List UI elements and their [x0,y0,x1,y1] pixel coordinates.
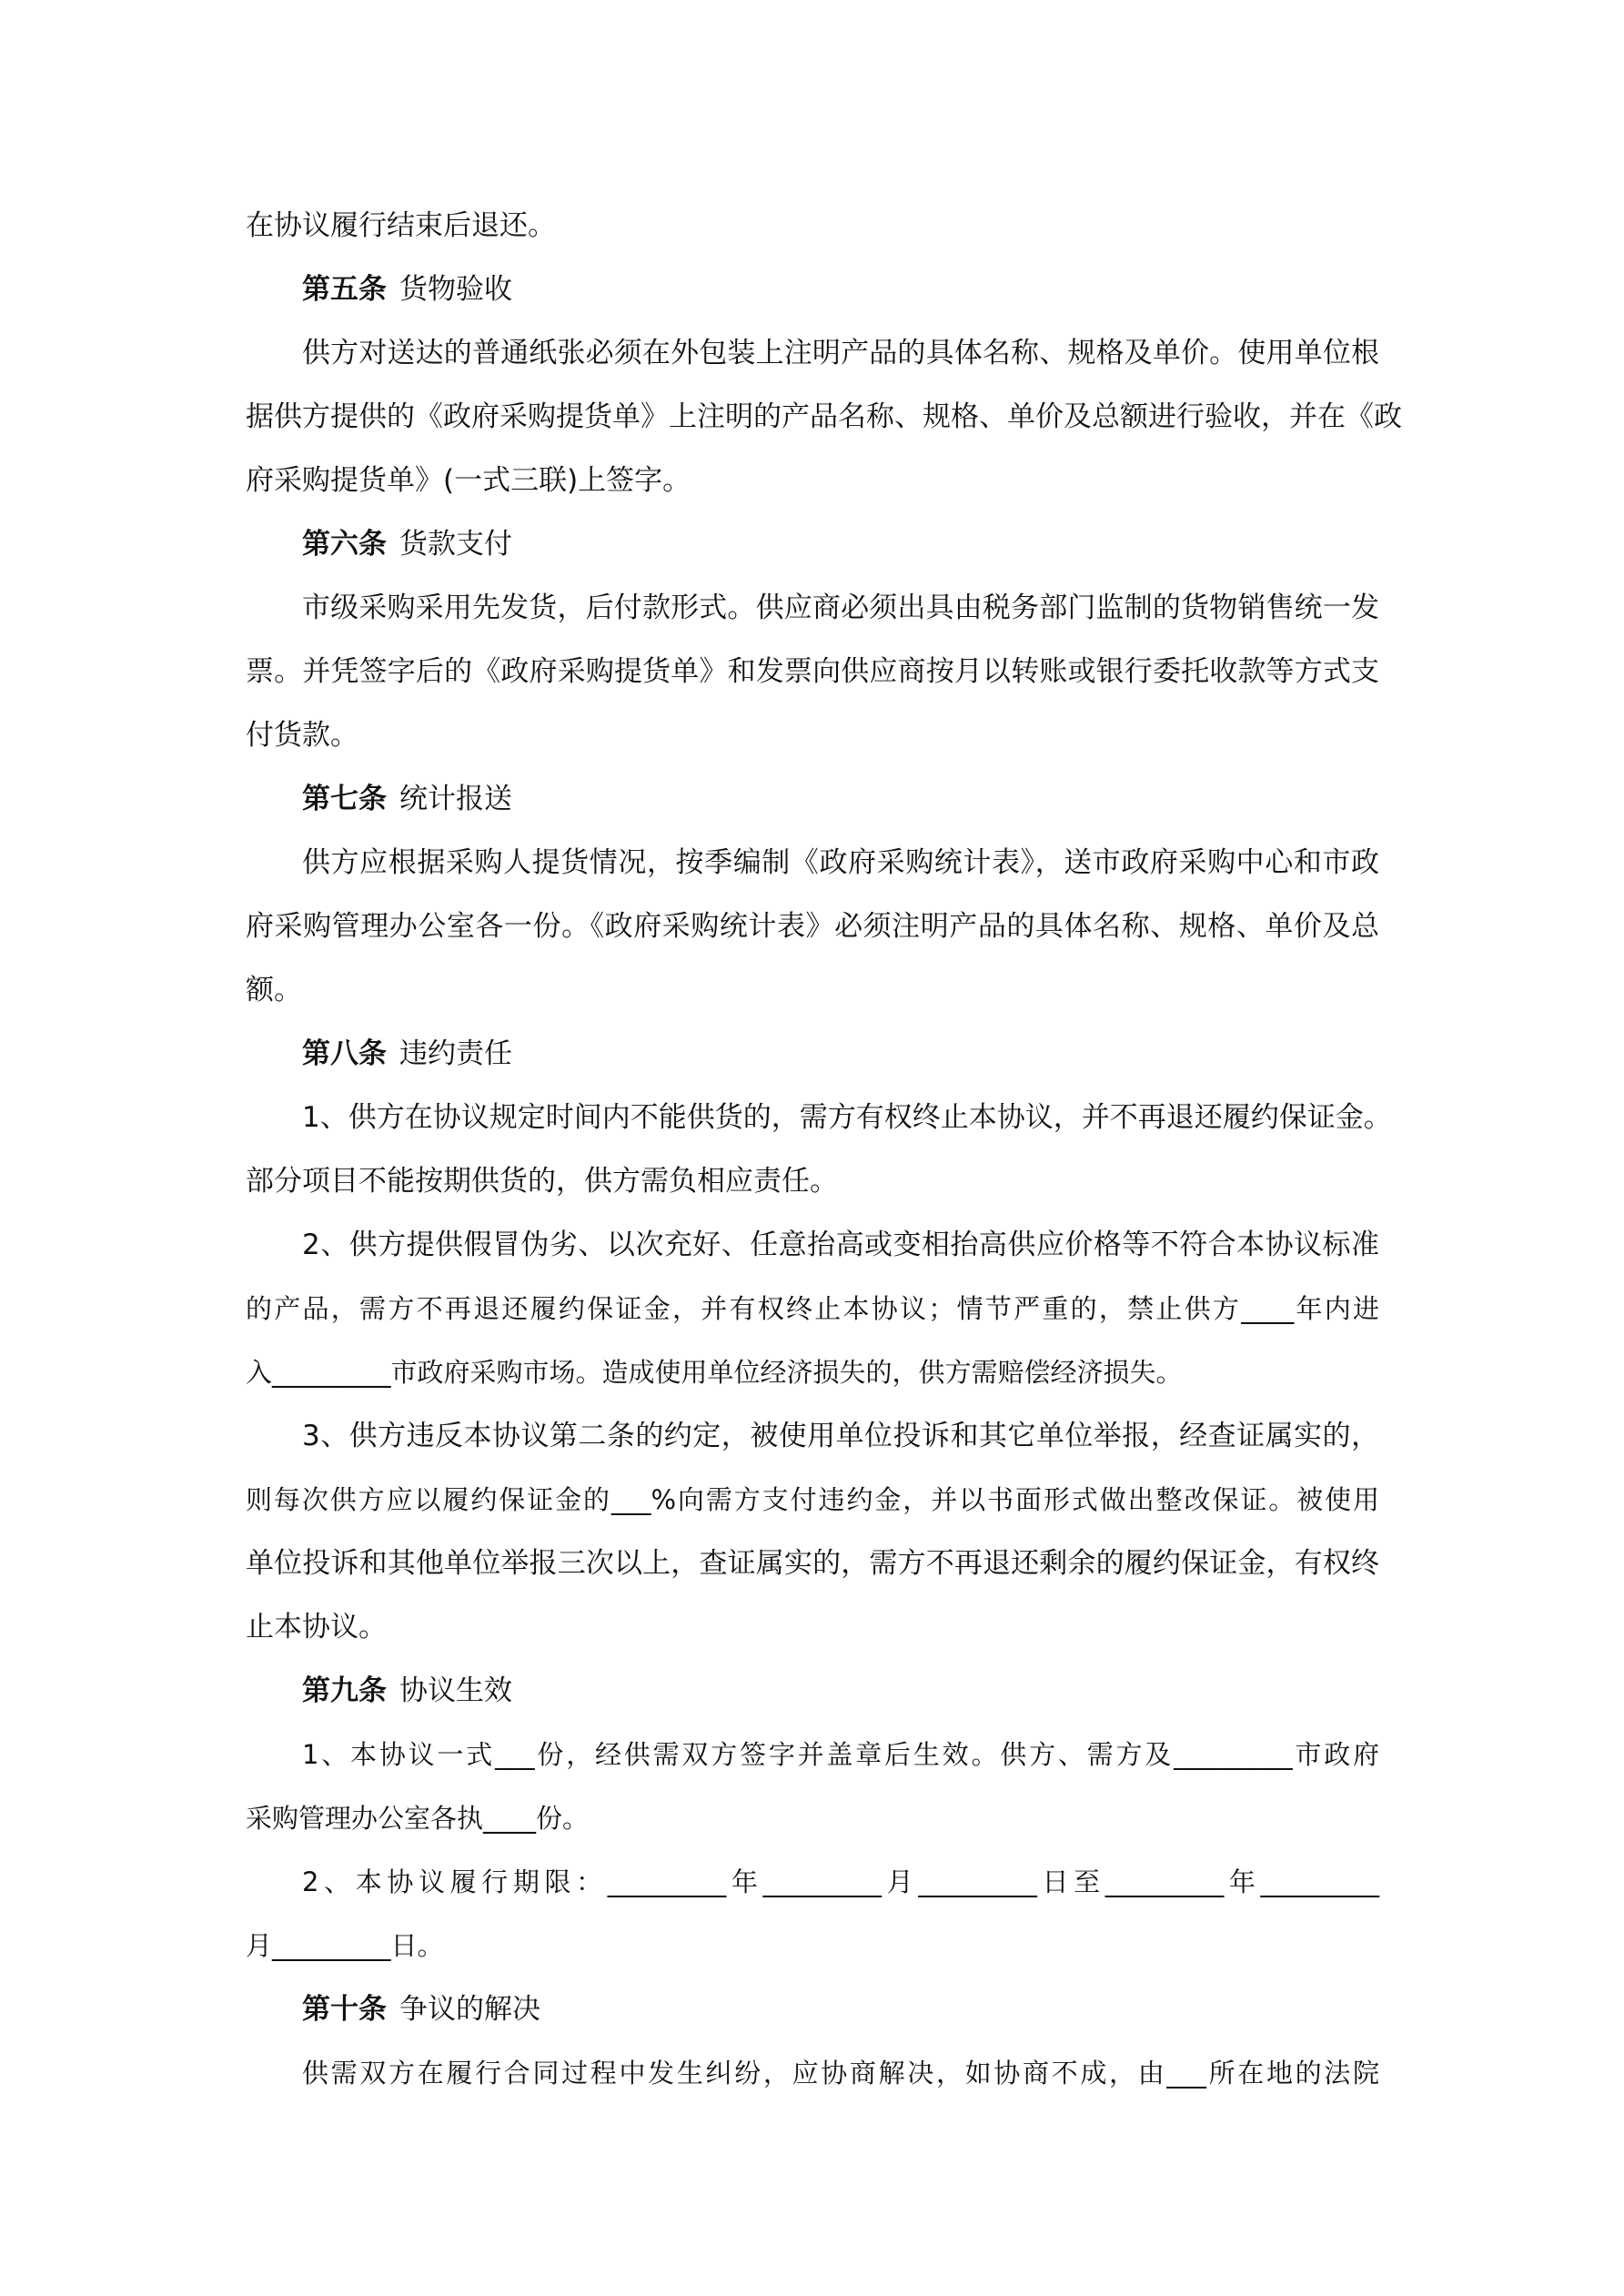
article-number: 第六条 [302,528,387,561]
document-page [246,194,1402,2105]
paragraph-line: 在协议履行结束后退还。 [246,209,556,242]
paragraph-line-with-blanks: 的产品，需方不再退还履约保证金，并有权终止本协议；情节严重的，禁止供方____年内进 [246,1293,1379,1324]
paragraph-line: 府采购管理办公室各一份。《政府采购统计表》必须注明产品的具体名称、规格、单价及总 [246,910,1379,943]
paragraph-line: 市级采购采用先发货，后付款形式。供应商必须出具由税务部门监制的货物销售统一发 [302,592,1379,624]
article-number: 第七条 [302,783,387,815]
paragraph-line-with-blanks: 1、本协议一式___份，经供需双方签字并盖章后生效。供方、需方及_________市政府 [302,1739,1379,1770]
article-heading [246,1977,1379,2041]
article-title: 协议生效 [399,1674,512,1707]
article-heading [246,767,1379,831]
paragraph-line: 单位投诉和其他单位举报三次以上，查证属实的，需方不再退还剩余的履约保证金，有权终 [246,1547,1379,1580]
article-heading [246,1022,1379,1086]
paragraph [246,1723,1379,1850]
paragraph-line: 据供方提供的《政府采购提货单》上注明的产品名称、规格、单价及总额进行验收，并在《政 [246,400,1402,433]
paragraph-line-with-blanks: 月_________日。 [246,1930,444,1961]
paragraph-line-with-blanks: 入_________市政府采购市场。造成使用单位经济损失的，供方需赔偿经济损失。 [246,1357,1183,1388]
paragraph-line: 付货款。 [246,719,358,752]
article-heading [246,258,1379,321]
paragraph-line-with-blanks: 2、本协议履行期限：_________年_________月_________日至_________年_________ [302,1866,1379,1897]
paragraph-line: 府采购提货单》(一式三联)上签字。 [246,464,691,497]
article-title: 货物验收 [399,273,512,306]
article-heading [246,512,1379,576]
paragraph [246,831,1379,1022]
paragraph-line-with-blanks: 供需双方在履行合同过程中发生纠纷，应协商解决，如协商不成，由___所在地的法院 [302,2058,1379,2089]
paragraph-line: 2、供方提供假冒伪劣、以次充好、任意抬高或变相抬高供应价格等不符合本协议标准 [302,1229,1379,1261]
paragraph-line: 止本协议。 [246,1611,387,1644]
article-title: 争议的解决 [399,1993,540,2026]
paragraph-line: 额。 [246,974,302,1006]
paragraph [246,1213,1379,1404]
article-number: 第五条 [302,273,387,306]
article-number: 第十条 [302,1993,387,2026]
article-title: 统计报送 [399,783,512,815]
paragraph-line: 供方应根据采购人提货情况，按季编制《政府采购统计表》，送市政府采购中心和市政 [302,846,1379,879]
article-title: 违约责任 [399,1037,512,1070]
paragraph-line: 1、供方在协议规定时间内不能供货的，需方有权终止本协议，并不再退还履约保证金。 [302,1101,1392,1134]
paragraph-line-with-blanks: 采购管理办公室各执____份。 [246,1803,590,1834]
paragraph-line: 部分项目不能按期供货的，供方需负相应责任。 [246,1165,838,1198]
paragraph-line: 3、供方违反本协议第二条的约定，被使用单位投诉和其它单位举报，经查证属实的， [302,1420,1379,1452]
paragraph [246,1404,1379,1659]
paragraph [246,2041,1379,2105]
paragraph [246,321,1402,512]
article-number: 第九条 [302,1674,387,1707]
paragraph [246,194,1379,258]
article-title: 货款支付 [399,528,512,561]
paragraph-line: 供方对送达的普通纸张必须在外包装上注明产品的具体名称、规格及单价。使用单位根 [302,337,1379,369]
paragraph-line-with-blanks: 则每次供方应以履约保证金的___%向需方支付违约金，并以书面形式做出整改保证。被使用 [246,1484,1379,1515]
paragraph [246,576,1379,767]
paragraph-line: 票。并凭签字后的《政府采购提货单》和发票向供应商按月以转账或银行委托收款等方式支 [246,655,1379,688]
paragraph [246,1086,1392,1213]
article-number: 第八条 [302,1037,387,1070]
article-heading [246,1659,1379,1723]
paragraph [246,1850,1379,1977]
